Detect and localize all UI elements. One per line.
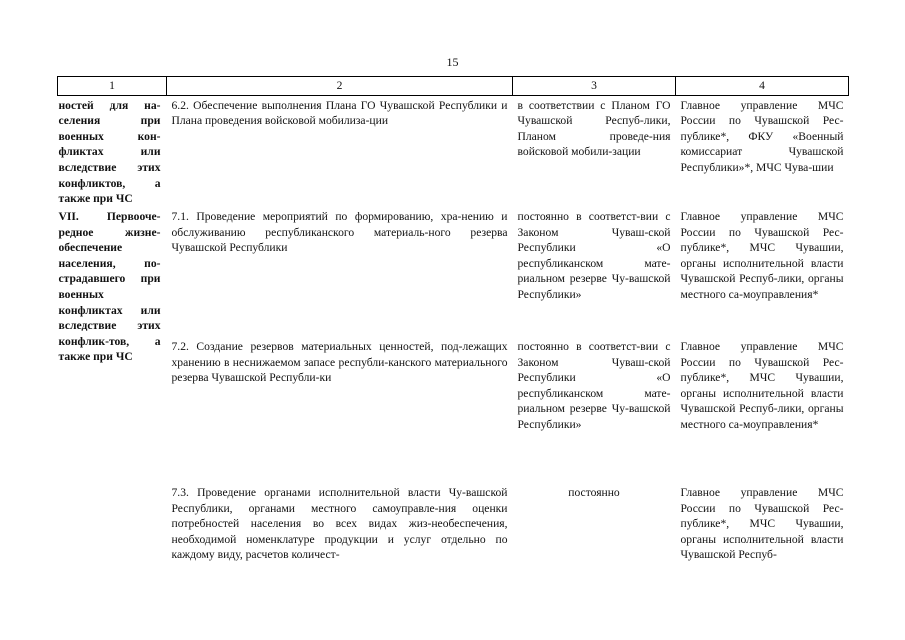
executor-text: Главное управление МЧС России по Чувашской Рес-публике*, МЧС Чувашии, органы исполнительной власти Чувашской Респуб-лики, органы местного са-моуправления* [680,210,844,302]
term-text: постоянно в соответст-вии с Законом Чуваш-ской Республики «О республиканском мате-риальном резерве Чу-вашской Республики» [517,210,671,302]
column-number-1: 1 [58,77,167,96]
column-number-row [58,77,849,96]
term-text: постоянно [568,486,620,500]
plan-table [57,76,849,563]
action-text: 7.3. Проведение органами исполнительной власти Чу-вашской Республики, органами местного самоуправле-ния оценки потребностей населения во всех видах жиз-необеспечения, необходимой номенклатуре продукции и услуг отдельно по каждому виду, расчетов количест- [171,486,508,562]
table-row [58,207,849,337]
page-number: 15 [446,55,459,69]
section-title: VII. Первооче-редное жизне-обеспечение населения, по-страдавшего при военных конфликтах или вследствие этих конфлик-тов, а также при ЧС [58,210,161,364]
executor-text: Главное управление МЧС России по Чувашской Рес-публике*, МЧС Чувашии, органы исполнительной власти Чувашской Респуб-лики, органы местного са-моуправления* [680,340,844,432]
column-number-2: 2 [167,77,513,96]
table-row [58,337,849,483]
action-text: 6.2. Обеспечение выполнения Плана ГО Чувашской Республики и Плана проведения войсковой мобилиза-ции [171,98,508,128]
executor-text: Главное управление МЧС России по Чувашской Рес-публике*, ФКУ «Военный комиссариат Чувашской Республики»*, МЧС Чува-шии [680,98,844,174]
table-row [58,483,849,563]
column-number-4: 4 [676,77,849,96]
term-text: постоянно в соответст-вии с Законом Чуваш-ской Республики «О республиканском мате-риальном резерве Чу-вашской Республики» [517,340,671,432]
table-row [58,95,849,207]
section-title [58,483,167,563]
section-title: ностей для на-селения при военных кон-фликтах или вследствие этих конфликтов, а также при ЧС [58,98,161,206]
executor-text: Главное управление МЧС России по Чувашской Рес-публике*, МЧС Чувашии, органы исполнительной власти Чувашской Респуб- [680,486,844,562]
action-text: 7.1. Проведение мероприятий по формированию, хра-нению и обслуживанию республиканского материаль-ного резерва Чувашской Республики [171,210,508,255]
action-text: 7.2. Создание резервов материальных ценностей, под-лежащих хранению в неснижаемом запасе республи-канского материального резерва Чувашской Республи-ки [171,340,508,385]
column-number-3: 3 [513,77,676,96]
term-text: в соответствии с Планом ГО Чувашской Респуб-лики, Планом проведе-ния войсковой мобили-зации [517,98,671,159]
